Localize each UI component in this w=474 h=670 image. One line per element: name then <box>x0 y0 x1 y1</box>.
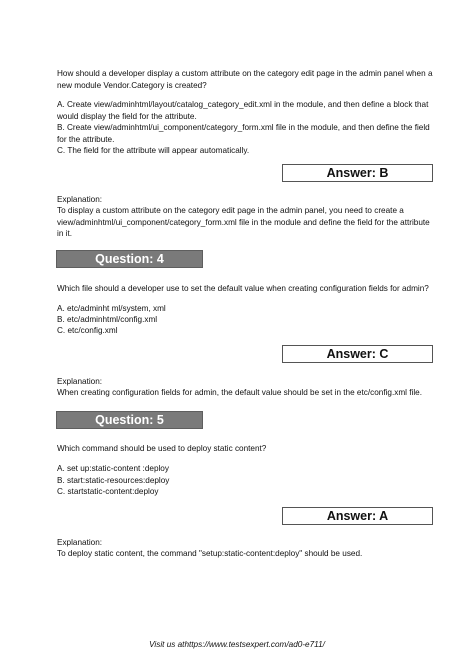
footer-link[interactable]: Visit us athttps://www.testsexpert.com/ad0-e711/ <box>149 640 325 649</box>
question-4-heading: Question: 4 <box>56 250 203 268</box>
q5-answer-box: Answer: A <box>282 507 433 525</box>
q4-explanation-label: Explanation: <box>57 377 103 386</box>
q3-option-b: B. Create view/adminhtml/ui_component/category_form.xml file in the module, and then define the field for the attribute. <box>57 123 430 144</box>
q3-explanation-label: Explanation: <box>57 195 103 204</box>
q3-option-a: A. Create view/adminhtml/layout/catalog_category_edit.xml in the module, and then define a block that would display the field for the attribute. <box>57 100 429 121</box>
q5-explanation: To deploy static content, the command "setup:static-content:deploy" should be used. <box>57 549 363 558</box>
q5-explanation-label: Explanation: <box>57 538 103 547</box>
q4-explanation: When creating configuration fields for admin, the default value should be set in the etc/config.xml file. <box>57 388 423 397</box>
q3-question: How should a developer display a custom attribute on the category edit page in the admin panel when a new module Vendor.Category is created? <box>57 69 433 90</box>
q3-explanation: To display a custom attribute on the category edit page in the admin panel, you need to create a view/adminhtml/ui_component/category_form.xml file in the module and define the field for the attribute in it. <box>57 206 430 238</box>
question-5-heading: Question: 5 <box>56 411 203 429</box>
q4-answer-box: Answer: C <box>282 345 433 363</box>
q5-option-a: A. set up:static-content :deploy <box>57 464 169 473</box>
q5-option-c: C. startstatic-content:deploy <box>57 487 159 496</box>
q4-question: Which file should a developer use to set the default value when creating configuration fields for admin? <box>57 284 429 293</box>
q4-option-c: C. etc/config.xml <box>57 326 118 335</box>
q5-question: Which command should be used to deploy static content? <box>57 444 267 453</box>
q4-option-a: A. etc/adminht ml/system, xml <box>57 304 166 313</box>
q3-answer-box: Answer: B <box>282 164 433 182</box>
q3-option-c: C. The field for the attribute will appear automatically. <box>57 146 250 155</box>
q5-option-b: B. start:static-resources:deploy <box>57 476 170 485</box>
q4-option-b: B. etc/adminhtml/config.xml <box>57 315 158 324</box>
